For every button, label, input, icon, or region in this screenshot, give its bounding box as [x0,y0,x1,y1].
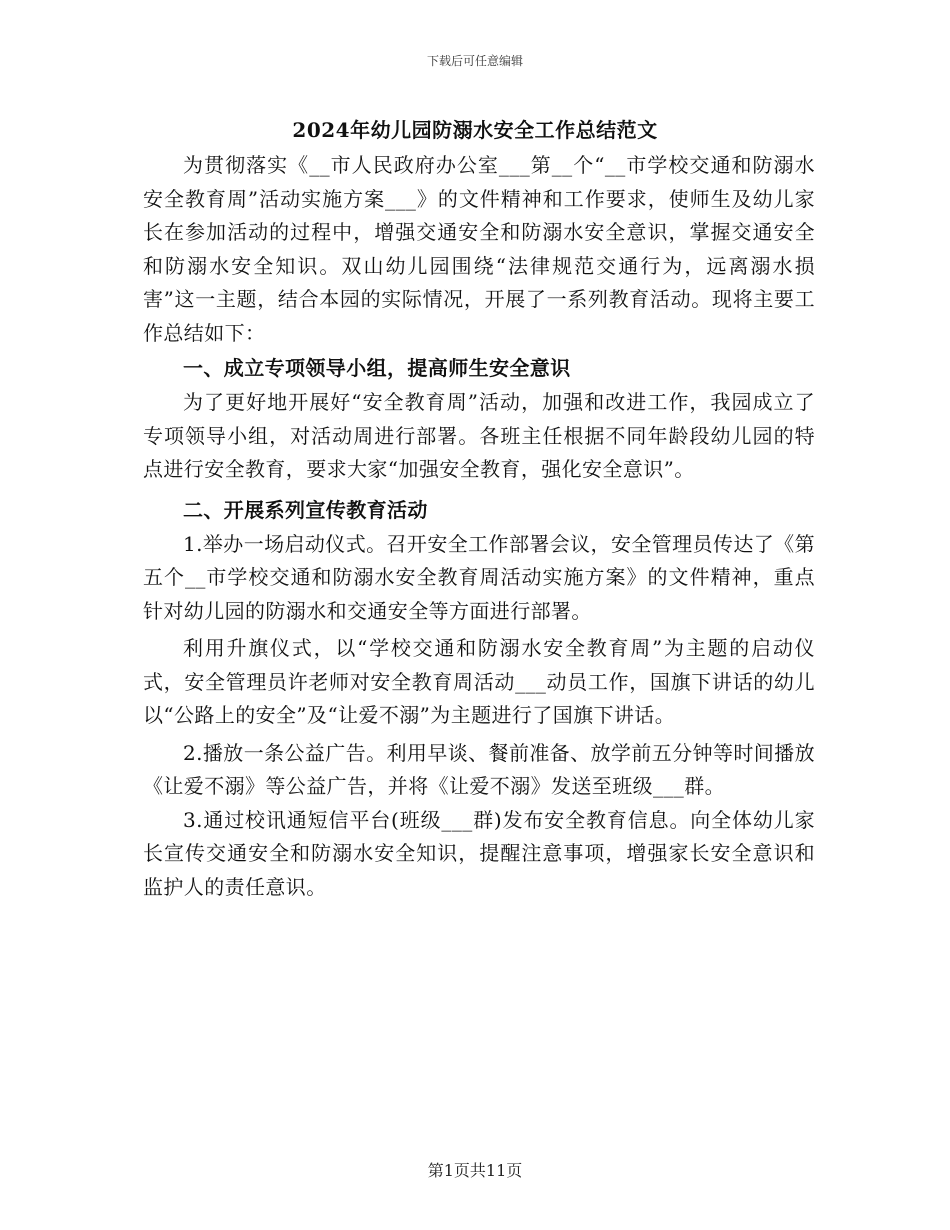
item-2-paragraph: 2.播放一条公益广告。利用早谈、餐前准备、放学前五分钟等时间播放《让爱不溺》等公益广告，并将《让爱不溺》发送至班级___群。 [143,740,815,798]
header-note: 下载后可任意编辑 [426,54,523,68]
document-title: 2024年幼儿园防溺水安全工作总结范文 [292,118,658,142]
section-heading-1: 一、成立专项领导小组，提高师生安全意识 [183,356,571,380]
section-heading-2: 二、开展系列宣传教育活动 [183,497,428,522]
item-3-paragraph: 3.通过校讯通短信平台(班级___群)发布安全教育信息。向全体幼儿家长宣传交通安全和防溺水安全知识，提醒注意事项，增强家长安全意识和监护人的责任意识。 [143,807,815,899]
flag-ceremony-paragraph: 利用升旗仪式，以“学校交通和防溺水安全教育周”为主题的启动仪式，安全管理员许老师对安全教育周活动___动员工作，国旗下讲话的幼儿以“公路上的安全”及“让爱不溺”为主题进行了国旗下讲话。 [143,636,815,727]
section-1-paragraph: 为了更好地开展好“安全教育周”活动，加强和改进工作，我园成立了专项领导小组，对活动周进行部署。各班主任根据不同年龄段幼儿园的特点进行安全教育，要求大家“加强安全教育，强化安全意识”。 [143,390,815,481]
page-footer: 第1页共11页 [427,1161,523,1180]
item-1-paragraph: 1.举办一场启动仪式。召开安全工作部署会议，安全管理员传达了《第五个__市学校交通和防溺水安全教育周活动实施方案》的文件精神，重点针对幼儿园的防溺水和交通安全等方面进行部署。 [143,531,815,623]
document-body [143,149,815,904]
intro-paragraph: 为贯彻落实《__市人民政府办公室___第__个“__市学校交通和防溺水安全教育周”活动实施方案___》的文件精神和工作要求，使师生及幼儿家长在参加活动的过程中，增强交通安全和防溺水安全意识，掌握交通安全和防溺水安全知识。双山幼儿园围绕“法律规范交通行为，远离溺水损害”这一主题，结合本园的实际情况，开展了一系列教育活动。现将主要工作总结如下： [143,153,815,345]
